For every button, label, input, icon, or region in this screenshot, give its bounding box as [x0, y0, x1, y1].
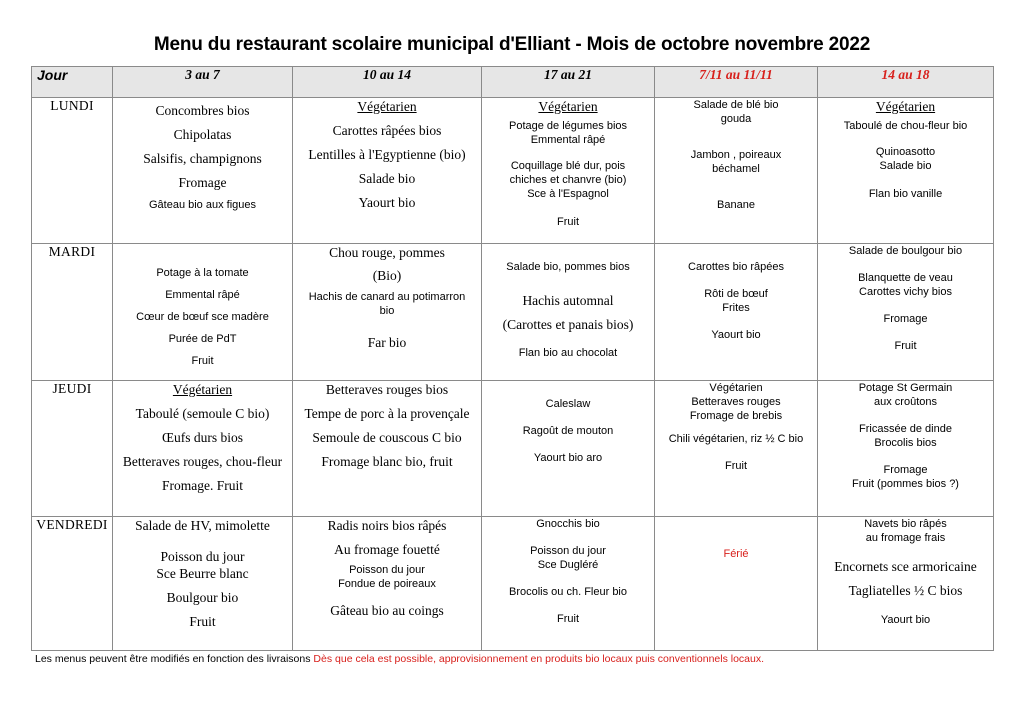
menu-item: Fromage. Fruit — [162, 478, 243, 493]
menu-item: Fromage blanc bio, fruit — [321, 454, 453, 469]
menu-item: Radis noirs bios râpés — [327, 518, 447, 533]
menu-item: Sce Dugléré — [537, 559, 599, 571]
menu-item: béchamel — [712, 163, 760, 175]
menu-item: Flan bio vanille — [868, 188, 943, 200]
menu-item: Potage St Germain — [858, 382, 953, 394]
menu-item: Fromage — [178, 175, 227, 190]
menu-item: Semoule de couscous C bio — [312, 430, 462, 445]
cell-lundi-week1 — [113, 98, 293, 244]
menu-item: Gâteau bio aux figues — [148, 199, 257, 211]
menu-item: Gâteau bio au coings — [330, 603, 444, 618]
menu-item: Fruit — [557, 216, 579, 228]
menu-item: Emmental râpé — [165, 289, 240, 301]
menu-item: Purée de PdT — [168, 333, 237, 345]
menu-item: gouda — [720, 113, 752, 125]
menu-item: Hachis automnal — [522, 293, 614, 308]
menu-item: Potage de légumes bios — [508, 120, 628, 132]
menu-item: Encornets sce armoricaine — [834, 559, 977, 574]
menu-item: Carottes vichy bios — [859, 286, 952, 298]
menu-item: Taboulé (semoule C bio) — [135, 406, 270, 421]
menu-item: Yaourt bio — [711, 329, 761, 341]
cell-vendredi-week5 — [818, 517, 994, 651]
menu-item: Fromage — [883, 464, 928, 476]
menu-item: Salade de blé bio — [693, 99, 779, 111]
menu-item: Boulgour bio — [166, 590, 239, 605]
menu-item: Betteraves rouges bios — [325, 382, 449, 397]
menu-item: Lentilles à l'Egyptienne (bio) — [308, 147, 466, 162]
menu-item: Fruit (pommes bios ?) — [852, 478, 959, 490]
cell-jeudi-week5 — [818, 381, 994, 517]
footer-note — [35, 653, 764, 665]
row-lundi — [32, 98, 994, 244]
menu-item: Hachis de canard au potimarron — [308, 291, 466, 303]
menu-item: Banane — [717, 199, 755, 211]
header-week-5: 14 au 18 — [818, 67, 994, 98]
menu-item: Salade bio — [358, 171, 416, 186]
menu-item: Yaourt bio — [358, 195, 416, 210]
menu-table — [31, 66, 994, 651]
menu-item: Blanquette de veau — [858, 272, 953, 284]
menu-item: Tempe de porc à la provençale — [304, 406, 470, 421]
day-vendredi: VENDREDI — [32, 517, 113, 651]
menu-item: (Bio) — [372, 268, 402, 283]
menu-item: Chipolatas — [173, 127, 232, 142]
menu-item: Fricassée de dinde — [859, 423, 952, 435]
menu-item: Fromage — [883, 313, 928, 325]
footer-highlight: Dès que cela est possible, approvisionnement en produits bio locaux puis conventionnels locaux. — [313, 653, 765, 665]
menu-item: Potage à la tomate — [156, 267, 249, 279]
menu-item: Végétarien — [538, 99, 598, 114]
day-jeudi: JEUDI — [32, 381, 113, 517]
menu-item: Sce à l'Espagnol — [527, 188, 609, 200]
day-lundi: LUNDI — [32, 98, 113, 244]
menu-item: Chili végétarien, riz ½ C bio — [668, 433, 804, 445]
menu-item: Rôti de bœuf — [704, 288, 768, 300]
menu-item: Chou rouge, pommes — [329, 245, 445, 260]
menu-item: Salade de boulgour bio — [848, 245, 963, 257]
menu-item: Gnocchis bio — [536, 518, 600, 530]
cell-jeudi-week2 — [293, 381, 482, 517]
menu-item: Fruit — [725, 460, 747, 472]
cell-lundi-week3 — [482, 98, 655, 244]
cell-mardi-week4 — [655, 244, 818, 381]
cell-lundi-week2 — [293, 98, 482, 244]
cell-lundi-week4 — [655, 98, 818, 244]
menu-item: Au fromage fouetté — [334, 542, 440, 557]
menu-item: Œufs durs bios — [161, 430, 243, 445]
menu-item: Fruit — [557, 613, 579, 625]
header-week-1: 3 au 7 — [113, 67, 293, 98]
menu-item: Frites — [722, 302, 750, 314]
cell-mardi-week1 — [113, 244, 293, 381]
menu-item: Salade de HV, mimolette — [135, 518, 270, 533]
menu-item: Far bio — [367, 335, 407, 350]
menu-item: Fromage de brebis — [689, 410, 783, 422]
menu-item: Salsifis, champignons — [143, 151, 262, 166]
header-week-4: 7/11 au 11/11 — [655, 67, 818, 98]
cell-vendredi-week4 — [655, 517, 818, 651]
cell-jeudi-week4 — [655, 381, 818, 517]
menu-item: au fromage frais — [865, 532, 946, 544]
cell-lundi-week5 — [818, 98, 994, 244]
menu-item: Poisson du jour — [349, 564, 425, 576]
menu-item: Végétarien — [172, 382, 233, 397]
menu-item: Tagliatelles ½ C bios — [848, 583, 963, 598]
cell-mardi-week3 — [482, 244, 655, 381]
cell-mardi-week2 — [293, 244, 482, 381]
cell-jeudi-week3 — [482, 381, 655, 517]
menu-item: Poisson du jour — [160, 549, 245, 564]
menu-item: Betteraves rouges — [691, 396, 781, 408]
footer-text: Les menus peuvent être modifiés en fonction des livraisons — [35, 653, 311, 665]
menu-item: Navets bio râpés — [864, 518, 947, 530]
menu-item: Végétarien — [875, 99, 936, 114]
menu-item: Fruit — [894, 340, 917, 352]
menu-item: Jambon , poireaux — [690, 149, 782, 161]
header-jour: Jour — [32, 67, 113, 98]
header-row — [32, 67, 994, 98]
cell-vendredi-week2 — [293, 517, 482, 651]
page-title: Menu du restaurant scolaire municipal d'Elliant - Mois de octobre novembre 2022 — [153, 34, 871, 55]
menu-item: Yaourt bio aro — [533, 452, 603, 464]
row-mardi — [32, 244, 994, 381]
cell-vendredi-week1 — [113, 517, 293, 651]
cell-vendredi-week3 — [482, 517, 655, 651]
day-mardi: MARDI — [32, 244, 113, 381]
menu-item: chiches et chanvre (bio) — [509, 174, 627, 186]
menu-item: Fruit — [189, 614, 216, 629]
menu-item: aux croûtons — [874, 396, 937, 408]
menu-item: Taboulé de chou-fleur bio — [843, 120, 968, 132]
holiday-label: Férié — [723, 548, 749, 560]
menu-item: Fruit — [191, 355, 214, 367]
menu-item: Végétarien — [709, 382, 763, 394]
menu-item: Flan bio au chocolat — [518, 347, 618, 359]
menu-item: Salade bio, pommes bios — [506, 261, 630, 273]
menu-item: Salade bio — [879, 160, 932, 172]
cell-jeudi-week1 — [113, 381, 293, 517]
menu-item: Caleslaw — [545, 398, 591, 410]
menu-item: Ragoût de mouton — [522, 425, 614, 437]
row-vendredi — [32, 517, 994, 651]
header-week-3: 17 au 21 — [482, 67, 655, 98]
menu-item: Yaourt bio — [880, 614, 931, 626]
menu-item: Carottes bio râpées — [688, 261, 784, 273]
header-week-2: 10 au 14 — [293, 67, 482, 98]
cell-mardi-week5 — [818, 244, 994, 381]
menu-item: Concombres bios — [155, 103, 250, 118]
menu-item: Brocolis bios — [874, 437, 937, 449]
menu-item: Emmental râpé — [530, 134, 606, 146]
menu-item: Carottes râpées bios — [332, 123, 442, 138]
menu-item: Cœur de bœuf sce madère — [136, 311, 269, 323]
menu-item: Végétarien — [357, 99, 417, 114]
menu-item: Fondue de poireaux — [338, 578, 436, 590]
menu-item: bio — [379, 305, 395, 317]
menu-item: Coquillage blé dur, pois — [510, 160, 626, 172]
menu-item: Poisson du jour — [530, 545, 606, 557]
menu-item: Betteraves rouges, chou-fleur — [122, 454, 283, 469]
row-jeudi — [32, 381, 994, 517]
menu-item: (Carottes et panais bios) — [502, 317, 634, 332]
menu-item: Quinoasotto — [875, 146, 936, 158]
menu-item: Brocolis ou ch. Fleur bio — [509, 586, 627, 598]
menu-item: Sce Beurre blanc — [156, 566, 249, 581]
